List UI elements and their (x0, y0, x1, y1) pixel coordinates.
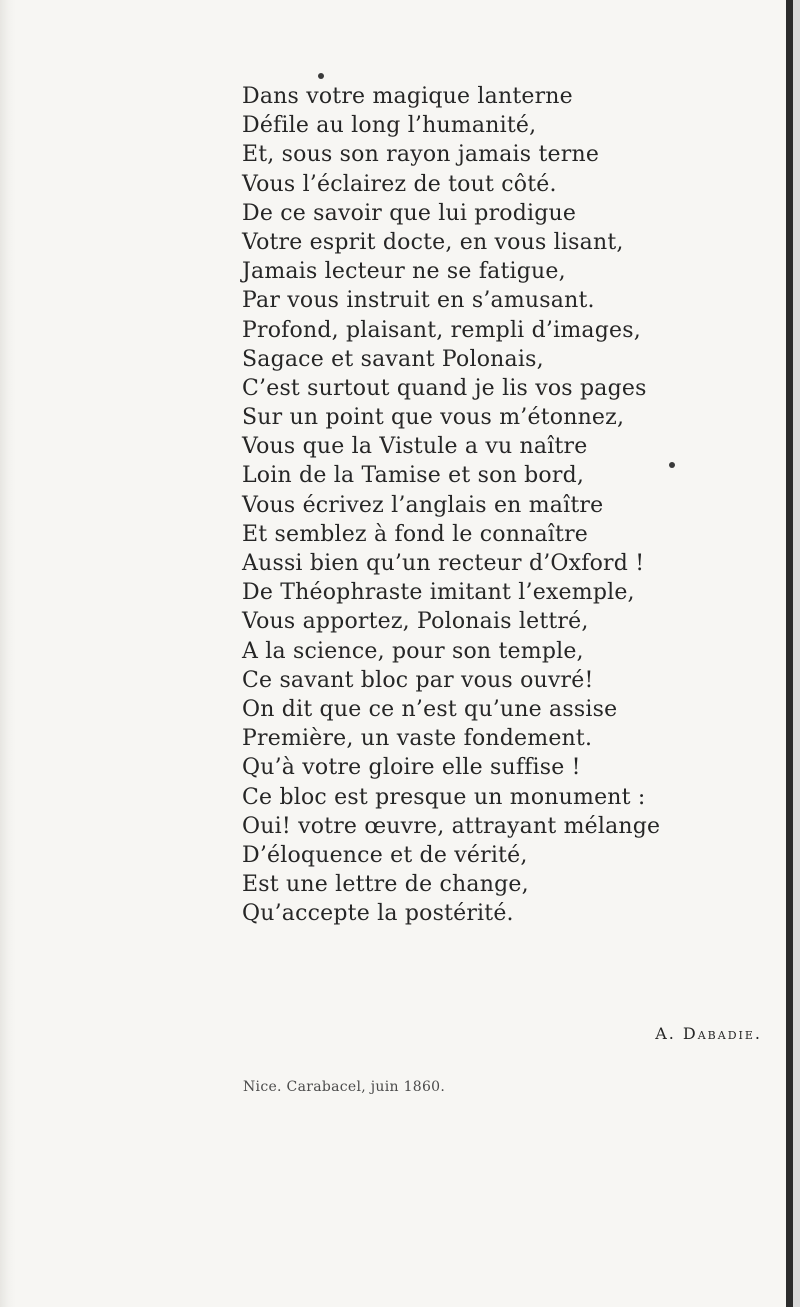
poem-line: Dans votre magique lanterne (242, 84, 573, 109)
poem-line: Et semblez à fond le connaître (242, 521, 589, 547)
poem-line: D’éloquence et de vérité, (242, 842, 528, 868)
poem-line: Sagace et savant Polonais, (242, 346, 544, 372)
poem-line: Jamais lecteur ne se fatigue, (242, 259, 566, 285)
poem-line: Vous que la Vistule a vu naître (242, 434, 588, 460)
author-signature: A. Dabadie. (655, 1024, 762, 1043)
poem-line: Votre esprit docte, en vous lisant, (242, 229, 624, 255)
poem-line: Par vous instruit en s’amusant. (242, 288, 595, 314)
poem-line: Qu’accepte la postérité. (242, 901, 514, 927)
poem-line: Vous apportez, Polonais lettré, (242, 609, 589, 635)
poem-line: Vous écrivez l’anglais en maître (242, 492, 604, 518)
poem-line: De Théophraste imitant l’exemple, (242, 580, 635, 606)
poem-line: On dit que ce n’est qu’une assise (242, 696, 618, 722)
poem-line: Qu’à votre gloire elle suffise ! (242, 755, 581, 781)
poem-line: Oui! votre œuvre, attrayant mélange (242, 813, 661, 839)
poem-line: A la science, pour son temple, (242, 638, 584, 664)
poem-text (242, 82, 762, 928)
poem-line: Aussi bien qu’un recteur d’Oxford ! (242, 551, 645, 576)
poem-line: Première, un vaste fondement. (242, 726, 593, 752)
ink-speck (318, 73, 324, 79)
poem-line: Défile au long l’humanité, (242, 113, 537, 139)
poem-line: Est une lettre de change, (242, 872, 529, 898)
poem-line: Loin de la Tamise et son bord, (242, 463, 585, 489)
imprint-line: Nice. Carabacel, juin 1860. (243, 1079, 446, 1095)
poem-line: Ce bloc est presque un monument : (242, 784, 646, 810)
poem-line: Profond, plaisant, rempli d’images, (242, 317, 641, 343)
poem-line: Sur un point que vous m’étonnez, (242, 405, 625, 431)
poem-line: De ce savoir que lui prodigue (242, 200, 577, 226)
poem-line: C’est surtout quand je lis vos pages (242, 375, 647, 401)
poem-line: Ce savant bloc par vous ouvré! (242, 667, 594, 693)
poem-line: Vous l’éclairez de tout côté. (242, 171, 557, 197)
page-binding-shadow (0, 0, 16, 1307)
poem-line: Et, sous son rayon jamais terne (242, 142, 600, 168)
